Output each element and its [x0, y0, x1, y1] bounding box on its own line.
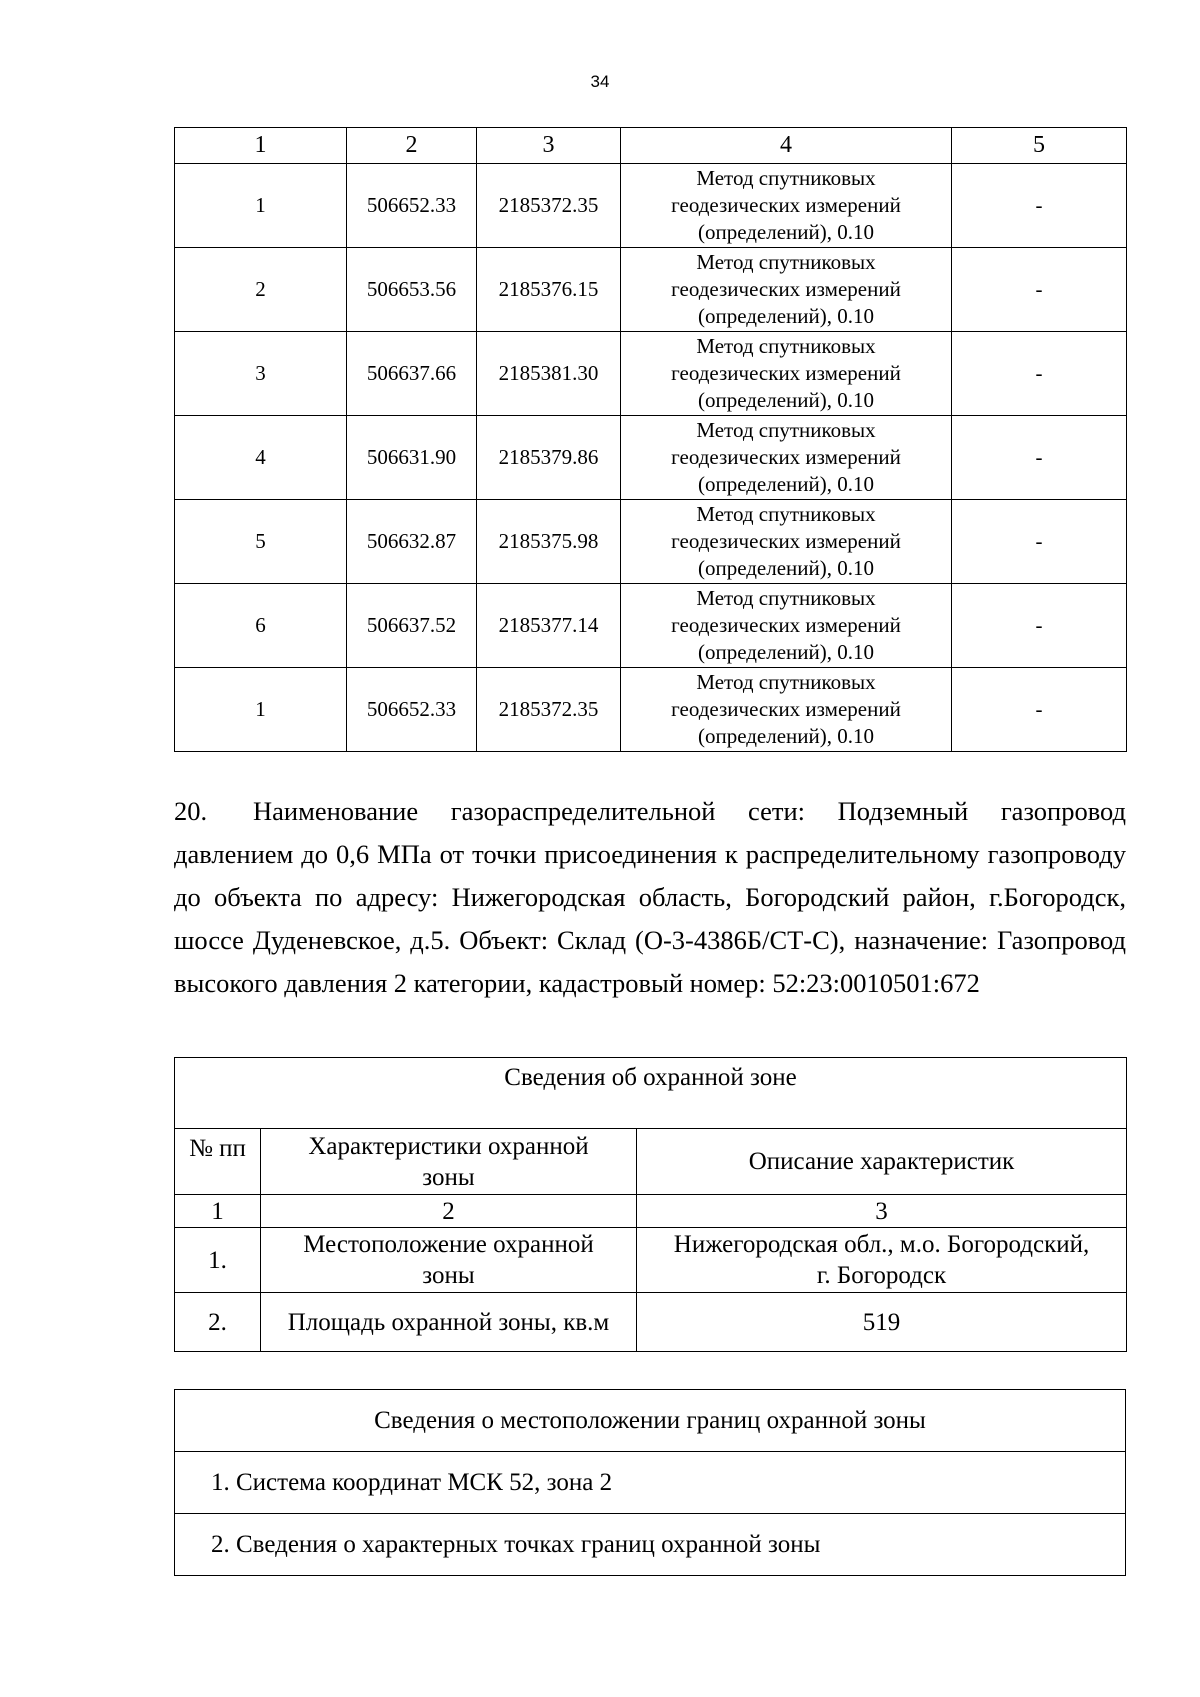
method-cell — [621, 164, 952, 248]
y-coordinate-cell: 2185376.15 — [477, 248, 621, 332]
y-coordinate-cell: 2185372.35 — [477, 164, 621, 248]
header-cell: 4 — [621, 128, 952, 164]
x-coordinate-cell: 506653.56 — [347, 248, 477, 332]
point-number-cell: 6 — [175, 584, 347, 668]
method-cell — [621, 500, 952, 584]
point-number-cell: 1 — [175, 668, 347, 752]
location-title-row — [175, 1390, 1126, 1452]
zone-title-row — [175, 1058, 1127, 1129]
note-cell: - — [952, 248, 1127, 332]
cell-line: Местоположение охранной — [303, 1231, 594, 1258]
point-number-cell: 4 — [175, 416, 347, 500]
note-cell: - — [952, 164, 1127, 248]
table-row — [175, 1293, 1127, 1352]
note-cell: - — [952, 584, 1127, 668]
row-number-cell: 1. — [175, 1228, 261, 1293]
description-cell — [637, 1228, 1127, 1293]
table-row — [175, 1514, 1126, 1576]
method-line: геодезических измерений — [671, 529, 901, 553]
table-row — [175, 584, 1127, 668]
method-line: геодезических измерений — [671, 697, 901, 721]
zone-header-row — [175, 1129, 1127, 1195]
zone-table-title: Сведения об охранной зоне — [175, 1058, 1127, 1129]
point-number-cell: 3 — [175, 332, 347, 416]
method-line: геодезических измерений — [671, 361, 901, 385]
method-line: (определений), 0.10 — [697, 304, 875, 328]
point-number-cell: 2 — [175, 248, 347, 332]
method-line: (определений), 0.10 — [697, 220, 875, 244]
cell-line: зоны — [422, 1262, 475, 1289]
x-coordinate-cell: 506631.90 — [347, 416, 477, 500]
column-numbers-row — [175, 1195, 1127, 1228]
characteristic-cell — [261, 1228, 637, 1293]
method-line: геодезических измерений — [671, 613, 901, 637]
method-line: геодезических измерений — [671, 445, 901, 469]
header-cell: 2 — [347, 128, 477, 164]
col-index-cell: 1 — [175, 1195, 261, 1228]
page-number: 34 — [590, 72, 610, 91]
location-table-title: Сведения о местоположении границ охранной зоны — [175, 1390, 1126, 1452]
row-number-cell: 2. — [175, 1293, 261, 1352]
table-row — [175, 1452, 1126, 1514]
x-coordinate-cell: 506652.33 — [347, 164, 477, 248]
method-line: геодезических измерений — [671, 193, 901, 217]
method-line: (определений), 0.10 — [697, 472, 875, 496]
method-line: Метод спутниковых — [696, 502, 876, 526]
protection-zone-table — [174, 1057, 1127, 1352]
method-line: Метод спутниковых — [696, 334, 876, 358]
characteristic-cell: Площадь охранной зоны, кв.м — [261, 1293, 637, 1352]
table-row — [175, 1228, 1127, 1293]
method-line: Метод спутниковых — [696, 250, 876, 274]
x-coordinate-cell: 506632.87 — [347, 500, 477, 584]
coordinates-header-row — [175, 128, 1127, 164]
description-cell: 519 — [637, 1293, 1127, 1352]
description-header: Описание характеристик — [637, 1129, 1127, 1195]
cell-line: Нижегородская обл., м.о. Богородский, — [673, 1231, 1090, 1258]
table-row — [175, 248, 1127, 332]
x-coordinate-cell: 506637.66 — [347, 332, 477, 416]
col-index-cell: 3 — [637, 1195, 1127, 1228]
cell-line: г. Богородск — [816, 1262, 947, 1289]
method-cell — [621, 332, 952, 416]
method-cell — [621, 416, 952, 500]
x-coordinate-cell: 506652.33 — [347, 668, 477, 752]
note-cell: - — [952, 668, 1127, 752]
method-line: (определений), 0.10 — [697, 724, 875, 748]
table-row — [175, 416, 1127, 500]
table-row — [175, 668, 1127, 752]
header-line: Характеристики охранной — [308, 1132, 589, 1160]
y-coordinate-cell: 2185377.14 — [477, 584, 621, 668]
table-row — [175, 164, 1127, 248]
method-cell — [621, 584, 952, 668]
y-coordinate-cell: 2185372.35 — [477, 668, 621, 752]
method-line: (определений), 0.10 — [697, 640, 875, 664]
method-line: Метод спутниковых — [696, 418, 876, 442]
table-row — [175, 332, 1127, 416]
note-cell: - — [952, 416, 1127, 500]
coordinate-system-item: 1. Система координат МСК 52, зона 2 — [175, 1452, 1126, 1514]
header-cell: 1 — [175, 128, 347, 164]
characteristics-header — [261, 1129, 637, 1195]
note-cell: - — [952, 500, 1127, 584]
header-cell: 5 — [952, 128, 1127, 164]
method-line: геодезических измерений — [671, 277, 901, 301]
table-row — [175, 500, 1127, 584]
method-line: (определений), 0.10 — [697, 388, 875, 412]
note-cell: - — [952, 332, 1127, 416]
y-coordinate-cell: 2185379.86 — [477, 416, 621, 500]
characteristic-points-item: 2. Сведения о характерных точках границ охранной зоны — [175, 1514, 1126, 1576]
method-line: (определений), 0.10 — [697, 556, 875, 580]
header-cell: 3 — [477, 128, 621, 164]
method-line: Метод спутниковых — [696, 166, 876, 190]
col-number-header: № пп — [175, 1129, 261, 1195]
method-cell — [621, 668, 952, 752]
method-cell — [621, 248, 952, 332]
coordinates-table — [174, 127, 1127, 752]
zone-location-table — [174, 1389, 1126, 1576]
y-coordinate-cell: 2185381.30 — [477, 332, 621, 416]
y-coordinate-cell: 2185375.98 — [477, 500, 621, 584]
header-line: зоны — [422, 1163, 475, 1191]
paragraph-text: Наименование газораспределительной сети: Подземный газопровод давлением до 0,6 МПа от точки присоединения к распределительному газопроводу до объекта по адресу: Нижегородская область, Богородский район, г.Богородск, шоссе Дуденевское, д.5. Объект: Склад (О-3-4386Б/СТ-С), назначение: Газопровод высокого давления 2 категории, кадастровый номер: 52:23:0010501:672 — [174, 796, 1126, 998]
point-number-cell: 5 — [175, 500, 347, 584]
col-index-cell: 2 — [261, 1195, 637, 1228]
paragraph-20 — [174, 790, 1126, 1005]
method-line: Метод спутниковых — [696, 586, 876, 610]
paragraph-number: 20. — [174, 796, 208, 826]
x-coordinate-cell: 506637.52 — [347, 584, 477, 668]
method-line: Метод спутниковых — [696, 670, 876, 694]
point-number-cell: 1 — [175, 164, 347, 248]
